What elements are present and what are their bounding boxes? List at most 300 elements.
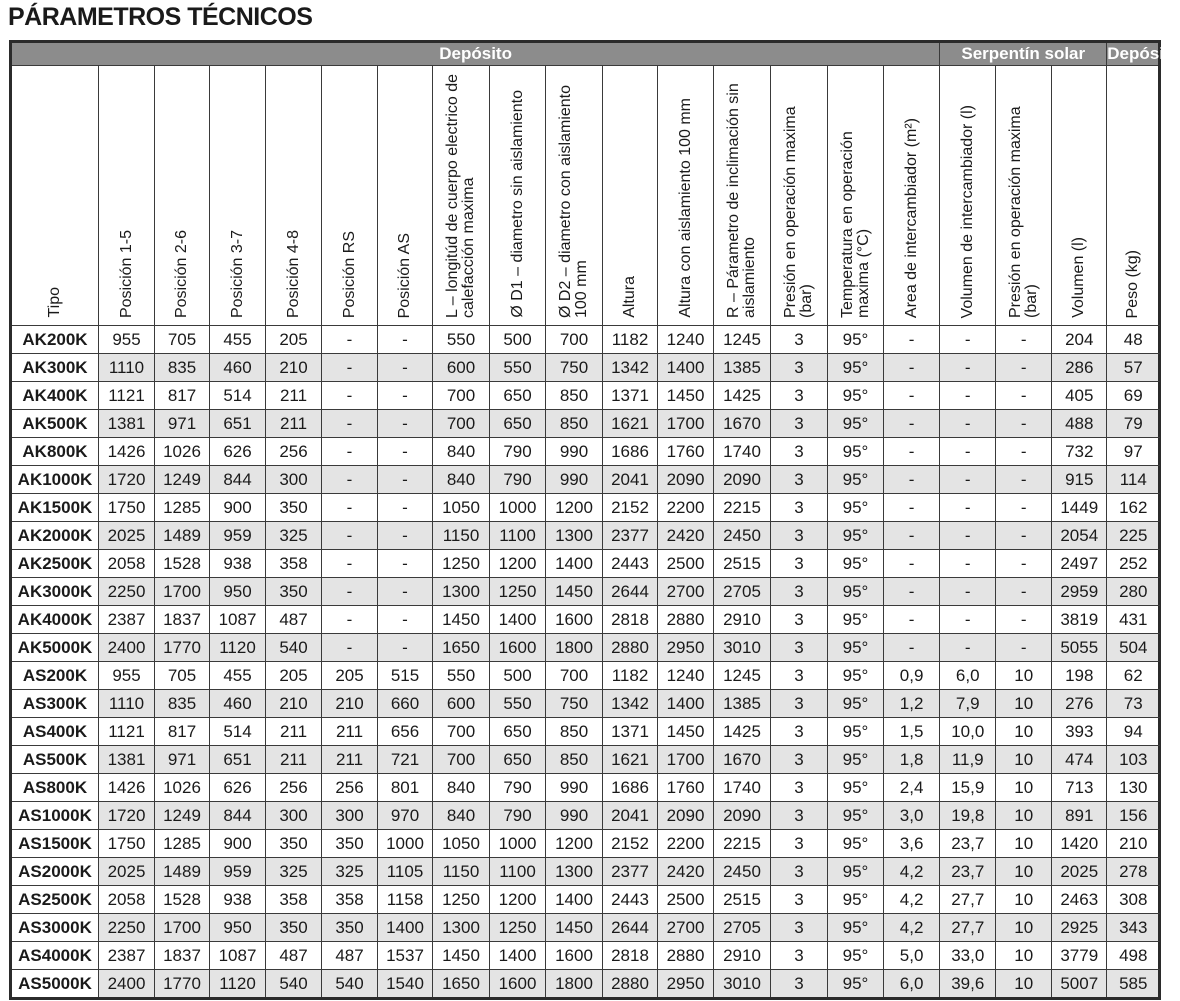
model-cell: AS500K: [11, 746, 99, 774]
value-cell: 10: [996, 914, 1052, 942]
value-cell: 358: [266, 886, 322, 914]
value-cell: 3: [771, 690, 828, 718]
value-cell: 280: [1107, 578, 1160, 606]
value-cell: 2880: [603, 970, 658, 999]
value-cell: -: [884, 634, 940, 662]
value-cell: 1120: [210, 970, 266, 999]
value-cell: 1050: [433, 494, 490, 522]
value-cell: 790: [490, 774, 546, 802]
value-cell: 950: [210, 914, 266, 942]
value-cell: 252: [1107, 550, 1160, 578]
value-cell: -: [940, 382, 996, 410]
column-header-label: Presión en operación maxima (bar): [1006, 106, 1040, 318]
model-cell: AS2500K: [11, 886, 99, 914]
value-cell: 95°: [828, 802, 884, 830]
value-cell: 1686: [603, 438, 658, 466]
column-header: [828, 66, 884, 326]
value-cell: 1740: [714, 774, 771, 802]
value-cell: 3: [771, 466, 828, 494]
value-cell: 2090: [714, 466, 771, 494]
table-row: [11, 662, 1160, 690]
value-cell: -: [940, 326, 996, 354]
value-cell: 959: [210, 858, 266, 886]
value-cell: 1110: [99, 354, 155, 382]
value-cell: 325: [266, 858, 322, 886]
value-cell: 514: [210, 718, 266, 746]
value-cell: 1385: [714, 690, 771, 718]
value-cell: 455: [210, 662, 266, 690]
value-cell: 1245: [714, 662, 771, 690]
value-cell: 95°: [828, 522, 884, 550]
value-cell: 3: [771, 438, 828, 466]
value-cell: 2700: [658, 914, 714, 942]
value-cell: -: [884, 550, 940, 578]
value-cell: -: [940, 494, 996, 522]
value-cell: 198: [1052, 662, 1107, 690]
value-cell: 1450: [546, 914, 603, 942]
value-cell: 95°: [828, 942, 884, 970]
value-cell: 1,5: [884, 718, 940, 746]
value-cell: 1250: [490, 578, 546, 606]
value-cell: 3: [771, 522, 828, 550]
value-cell: 300: [266, 466, 322, 494]
value-cell: 1400: [490, 942, 546, 970]
value-cell: 790: [490, 802, 546, 830]
value-cell: 2500: [658, 886, 714, 914]
value-cell: 431: [1107, 606, 1160, 634]
value-cell: 1158: [378, 886, 433, 914]
value-cell: 210: [1107, 830, 1160, 858]
value-cell: 350: [266, 494, 322, 522]
value-cell: 550: [490, 690, 546, 718]
table-row: [11, 690, 1160, 718]
value-cell: 15,9: [940, 774, 996, 802]
value-cell: 10: [996, 802, 1052, 830]
value-cell: 10: [996, 886, 1052, 914]
value-cell: -: [940, 438, 996, 466]
value-cell: 3: [771, 942, 828, 970]
value-cell: 1489: [155, 522, 210, 550]
value-cell: 1537: [378, 942, 433, 970]
value-cell: 1400: [378, 914, 433, 942]
value-cell: 3: [771, 914, 828, 942]
model-cell: AK200K: [11, 326, 99, 354]
value-cell: 95°: [828, 886, 884, 914]
column-header-label: Ø D1 – diametro sin aislamiento: [508, 90, 526, 318]
value-cell: 2025: [99, 522, 155, 550]
column-header-label: L – longitúd de cuerpo electrico de calefacción maxima: [444, 73, 477, 318]
value-cell: 300: [322, 802, 378, 830]
group-header-row: [11, 42, 1160, 66]
value-cell: 540: [266, 970, 322, 999]
value-cell: 850: [546, 746, 603, 774]
value-cell: 1026: [155, 438, 210, 466]
value-cell: 350: [266, 578, 322, 606]
value-cell: 162: [1107, 494, 1160, 522]
value-cell: 1650: [433, 634, 490, 662]
value-cell: 2959: [1052, 578, 1107, 606]
value-cell: -: [884, 326, 940, 354]
model-cell: AS2000K: [11, 858, 99, 886]
value-cell: 205: [266, 662, 322, 690]
page-title: PÁRAMETROS TÉCNICOS: [8, 3, 313, 31]
value-cell: -: [996, 494, 1052, 522]
model-cell: AS200K: [11, 662, 99, 690]
value-cell: 1700: [155, 914, 210, 942]
column-header-label: Altura: [621, 276, 638, 318]
value-cell: 10,0: [940, 718, 996, 746]
value-cell: 1426: [99, 438, 155, 466]
value-cell: 1800: [546, 634, 603, 662]
value-cell: 1425: [714, 382, 771, 410]
value-cell: 970: [378, 802, 433, 830]
value-cell: -: [884, 494, 940, 522]
value-cell: 1121: [99, 382, 155, 410]
value-cell: 700: [546, 662, 603, 690]
column-header: [266, 66, 322, 326]
value-cell: 2152: [603, 494, 658, 522]
value-cell: 2200: [658, 494, 714, 522]
value-cell: 835: [155, 354, 210, 382]
value-cell: 650: [490, 382, 546, 410]
value-cell: 286: [1052, 354, 1107, 382]
table-row: [11, 578, 1160, 606]
column-header-label: Ø D2 – diametro con aislamiento 100 mm: [557, 85, 590, 318]
value-cell: 1300: [433, 578, 490, 606]
table-row: [11, 886, 1160, 914]
table-row: [11, 858, 1160, 886]
model-cell: AK5000K: [11, 634, 99, 662]
value-cell: 57: [1107, 354, 1160, 382]
value-cell: 1240: [658, 326, 714, 354]
value-cell: 500: [490, 662, 546, 690]
value-cell: -: [940, 634, 996, 662]
value-cell: -: [322, 634, 378, 662]
column-header-label: Altura con aislamiento 100 mm: [676, 98, 694, 318]
value-cell: 1000: [490, 830, 546, 858]
value-cell: 750: [546, 690, 603, 718]
value-cell: -: [322, 606, 378, 634]
value-cell: 3,0: [884, 802, 940, 830]
value-cell: 1200: [546, 494, 603, 522]
column-header: [1107, 66, 1160, 326]
value-cell: 2250: [99, 578, 155, 606]
value-cell: 850: [546, 718, 603, 746]
value-cell: -: [322, 578, 378, 606]
model-cell: AK400K: [11, 382, 99, 410]
value-cell: 705: [155, 662, 210, 690]
value-cell: -: [996, 438, 1052, 466]
value-cell: 3: [771, 886, 828, 914]
model-cell: AK2500K: [11, 550, 99, 578]
value-cell: -: [940, 550, 996, 578]
value-cell: 488: [1052, 410, 1107, 438]
value-cell: 938: [210, 550, 266, 578]
value-cell: 1285: [155, 494, 210, 522]
value-cell: 27,7: [940, 886, 996, 914]
value-cell: 498: [1107, 942, 1160, 970]
model-cell: AK4000K: [11, 606, 99, 634]
value-cell: 4,2: [884, 858, 940, 886]
value-cell: 660: [378, 690, 433, 718]
column-header: [210, 66, 266, 326]
value-cell: 1100: [490, 522, 546, 550]
column-header: [771, 66, 828, 326]
value-cell: 1371: [603, 382, 658, 410]
value-cell: 2,4: [884, 774, 940, 802]
value-cell: 1,2: [884, 690, 940, 718]
column-header-label: Posición 3-7: [228, 229, 246, 318]
value-cell: 1600: [490, 634, 546, 662]
value-cell: 48: [1107, 326, 1160, 354]
value-cell: 2950: [658, 970, 714, 999]
value-cell: 2090: [658, 802, 714, 830]
value-cell: -: [378, 606, 433, 634]
column-header-label: Temperatura en operación maxima (°C): [838, 131, 872, 318]
value-cell: 225: [1107, 522, 1160, 550]
value-cell: 325: [322, 858, 378, 886]
value-cell: -: [322, 326, 378, 354]
value-cell: 2090: [658, 466, 714, 494]
value-cell: 2387: [99, 942, 155, 970]
value-cell: 1400: [658, 354, 714, 382]
value-cell: 1342: [603, 354, 658, 382]
value-cell: -: [884, 578, 940, 606]
value-cell: 801: [378, 774, 433, 802]
value-cell: -: [322, 438, 378, 466]
value-cell: 1100: [490, 858, 546, 886]
value-cell: 2880: [658, 606, 714, 634]
value-cell: 23,7: [940, 858, 996, 886]
value-cell: 1371: [603, 718, 658, 746]
value-cell: 990: [546, 774, 603, 802]
value-cell: 844: [210, 466, 266, 494]
value-cell: 5007: [1052, 970, 1107, 999]
value-cell: 3779: [1052, 942, 1107, 970]
value-cell: 1540: [378, 970, 433, 999]
value-cell: 1300: [546, 858, 603, 886]
column-header: [490, 66, 546, 326]
value-cell: 350: [266, 914, 322, 942]
value-cell: 95°: [828, 662, 884, 690]
value-cell: 1450: [658, 382, 714, 410]
value-cell: 95°: [828, 494, 884, 522]
value-cell: 1182: [603, 326, 658, 354]
value-cell: 790: [490, 466, 546, 494]
value-cell: 2215: [714, 494, 771, 522]
value-cell: 211: [266, 746, 322, 774]
table-row: [11, 382, 1160, 410]
value-cell: 2420: [658, 522, 714, 550]
value-cell: 3: [771, 578, 828, 606]
value-cell: 2705: [714, 914, 771, 942]
value-cell: 1449: [1052, 494, 1107, 522]
value-cell: 1150: [433, 522, 490, 550]
value-cell: 1110: [99, 690, 155, 718]
value-cell: 455: [210, 326, 266, 354]
value-cell: 95°: [828, 718, 884, 746]
value-cell: 1837: [155, 942, 210, 970]
value-cell: 95°: [828, 690, 884, 718]
value-cell: 39,6: [940, 970, 996, 999]
value-cell: 1686: [603, 774, 658, 802]
table-row: [11, 634, 1160, 662]
value-cell: 732: [1052, 438, 1107, 466]
column-header-label: Posición RS: [340, 230, 358, 318]
value-cell: 308: [1107, 886, 1160, 914]
table-row: [11, 774, 1160, 802]
value-cell: -: [322, 522, 378, 550]
table-row: [11, 550, 1160, 578]
value-cell: 27,7: [940, 914, 996, 942]
column-header-label: Posición 2-6: [173, 229, 190, 318]
value-cell: 1400: [546, 550, 603, 578]
value-cell: 2500: [658, 550, 714, 578]
value-cell: 3010: [714, 970, 771, 999]
value-cell: 10: [996, 774, 1052, 802]
value-cell: -: [378, 410, 433, 438]
value-cell: 278: [1107, 858, 1160, 886]
value-cell: 651: [210, 410, 266, 438]
value-cell: 95°: [828, 578, 884, 606]
value-cell: -: [996, 578, 1052, 606]
value-cell: -: [940, 466, 996, 494]
table-row: [11, 802, 1160, 830]
value-cell: 1250: [490, 914, 546, 942]
value-cell: 2025: [1052, 858, 1107, 886]
table-row: [11, 746, 1160, 774]
value-cell: 840: [433, 466, 490, 494]
value-cell: 1121: [99, 718, 155, 746]
model-cell: AS800K: [11, 774, 99, 802]
value-cell: 1770: [155, 634, 210, 662]
model-cell: AS400K: [11, 718, 99, 746]
value-cell: 5,0: [884, 942, 940, 970]
value-cell: 2152: [603, 830, 658, 858]
value-cell: -: [940, 522, 996, 550]
value-cell: 1087: [210, 942, 266, 970]
value-cell: 10: [996, 718, 1052, 746]
model-cell: AS4000K: [11, 942, 99, 970]
value-cell: 350: [266, 830, 322, 858]
value-cell: 2925: [1052, 914, 1107, 942]
value-cell: 5055: [1052, 634, 1107, 662]
value-cell: -: [378, 550, 433, 578]
table-row: [11, 830, 1160, 858]
column-header: [996, 66, 1052, 326]
value-cell: 210: [266, 354, 322, 382]
value-cell: 3: [771, 830, 828, 858]
value-cell: -: [940, 410, 996, 438]
table-row: [11, 606, 1160, 634]
value-cell: 2880: [658, 942, 714, 970]
value-cell: 276: [1052, 690, 1107, 718]
value-cell: 10: [996, 690, 1052, 718]
model-cell: AS3000K: [11, 914, 99, 942]
table-body: [11, 326, 1160, 999]
table-row: [11, 914, 1160, 942]
value-cell: 835: [155, 690, 210, 718]
column-header: [1052, 66, 1107, 326]
value-cell: 256: [266, 438, 322, 466]
value-cell: 713: [1052, 774, 1107, 802]
value-cell: 10: [996, 970, 1052, 999]
value-cell: -: [378, 354, 433, 382]
value-cell: -: [378, 578, 433, 606]
value-cell: 750: [546, 354, 603, 382]
value-cell: 95°: [828, 550, 884, 578]
value-cell: 1150: [433, 858, 490, 886]
value-cell: 1600: [546, 606, 603, 634]
value-cell: -: [378, 326, 433, 354]
value-cell: 1600: [546, 942, 603, 970]
value-cell: 1489: [155, 858, 210, 886]
value-cell: -: [940, 578, 996, 606]
value-cell: 1249: [155, 466, 210, 494]
value-cell: 97: [1107, 438, 1160, 466]
value-cell: 358: [322, 886, 378, 914]
value-cell: 3,6: [884, 830, 940, 858]
value-cell: 2041: [603, 802, 658, 830]
value-cell: 2450: [714, 858, 771, 886]
value-cell: 1528: [155, 886, 210, 914]
column-header-label: Peso (kg): [1124, 249, 1142, 318]
value-cell: 211: [266, 410, 322, 438]
value-cell: -: [996, 522, 1052, 550]
value-cell: 3: [771, 970, 828, 999]
table-row: [11, 466, 1160, 494]
value-cell: 515: [378, 662, 433, 690]
value-cell: 205: [266, 326, 322, 354]
value-cell: 938: [210, 886, 266, 914]
value-cell: 540: [322, 970, 378, 999]
model-cell: AK1000K: [11, 466, 99, 494]
value-cell: -: [322, 382, 378, 410]
value-cell: -: [378, 634, 433, 662]
value-cell: 95°: [828, 354, 884, 382]
value-cell: 1087: [210, 606, 266, 634]
value-cell: -: [940, 354, 996, 382]
value-cell: 1249: [155, 802, 210, 830]
value-cell: 626: [210, 774, 266, 802]
value-cell: 900: [210, 830, 266, 858]
value-cell: -: [884, 410, 940, 438]
value-cell: 1300: [546, 522, 603, 550]
value-cell: 10: [996, 662, 1052, 690]
value-cell: 19,8: [940, 802, 996, 830]
value-cell: -: [322, 466, 378, 494]
value-cell: 1285: [155, 830, 210, 858]
value-cell: 1105: [378, 858, 433, 886]
value-cell: 460: [210, 354, 266, 382]
value-cell: 3: [771, 718, 828, 746]
value-cell: 62: [1107, 662, 1160, 690]
value-cell: -: [996, 550, 1052, 578]
value-cell: 817: [155, 718, 210, 746]
value-cell: 33,0: [940, 942, 996, 970]
value-cell: 1740: [714, 438, 771, 466]
value-cell: -: [322, 354, 378, 382]
value-cell: 955: [99, 326, 155, 354]
value-cell: 990: [546, 466, 603, 494]
value-cell: 350: [322, 914, 378, 942]
value-cell: 1700: [658, 746, 714, 774]
value-cell: 2644: [603, 914, 658, 942]
value-cell: 600: [433, 690, 490, 718]
group-header: Serpentín solar: [940, 42, 1107, 66]
value-cell: 2515: [714, 550, 771, 578]
value-cell: 10: [996, 746, 1052, 774]
